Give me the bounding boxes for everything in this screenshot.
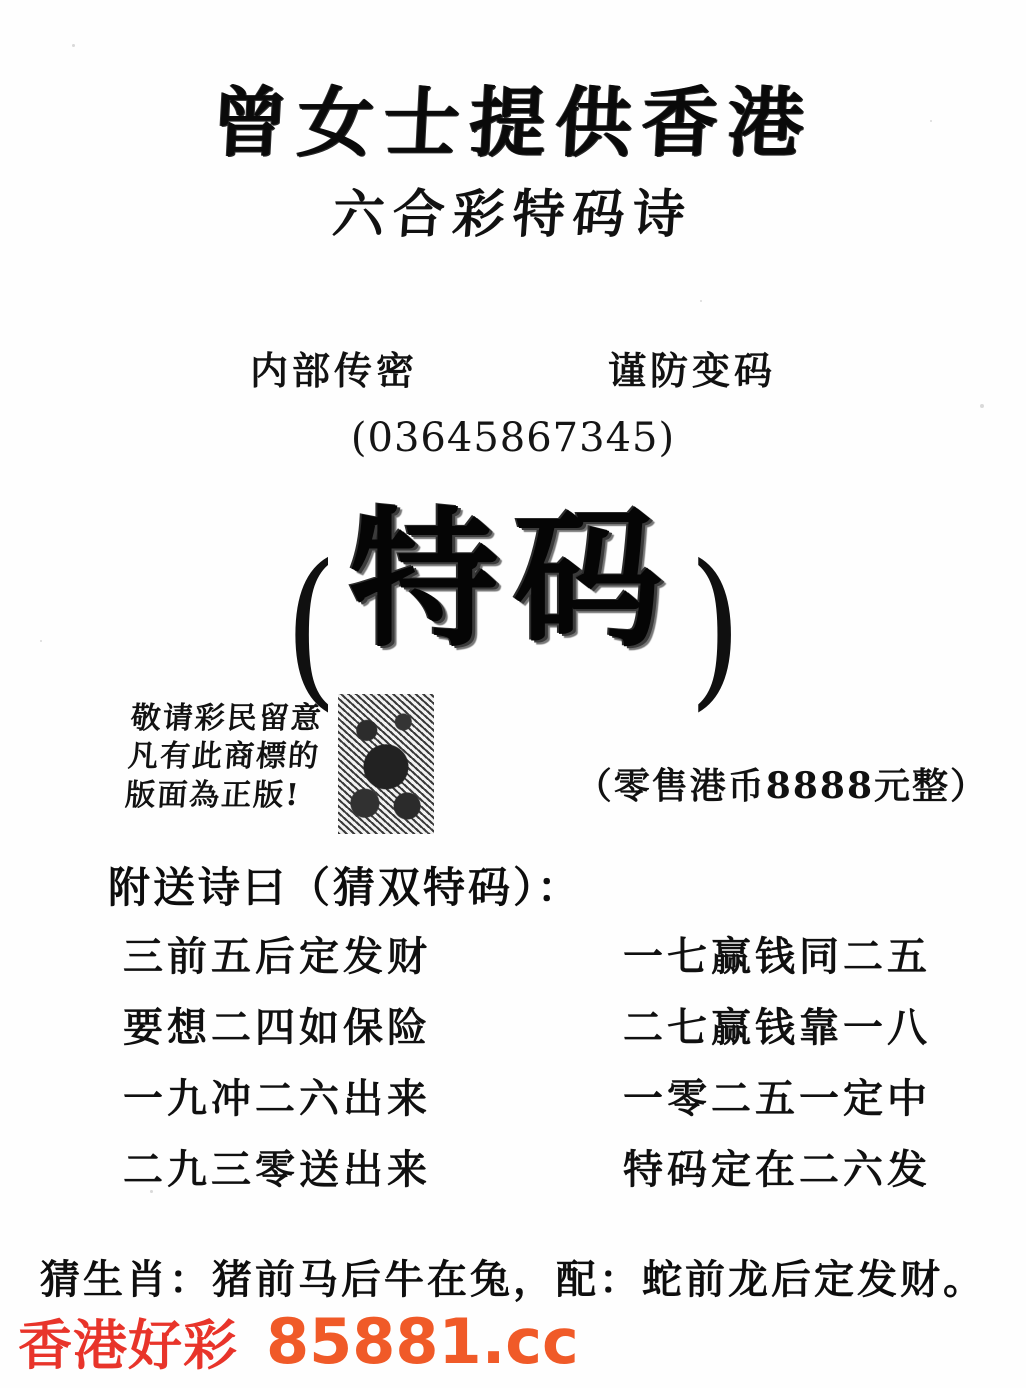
scan-speck xyxy=(700,300,702,302)
poem-line: 三前五后定发财 xyxy=(123,933,431,980)
price-label: （零售港币8888元整） xyxy=(575,765,988,807)
trademark-note-line: 敬请彩民留意 xyxy=(129,701,324,736)
trademark-note xyxy=(124,700,332,815)
poem-line: 一七赢钱同二五 xyxy=(623,933,931,980)
poem-row xyxy=(0,1138,1026,1195)
poem-row xyxy=(0,996,1026,1053)
scan-speck xyxy=(980,404,984,408)
poem-line: 二九三零送出来 xyxy=(123,1146,431,1193)
footer xyxy=(0,1303,1026,1380)
scan-speck xyxy=(72,44,75,47)
serial-number: (03645867345) xyxy=(350,415,676,461)
headline-text: 特码 xyxy=(348,492,677,668)
poem-line: 一九冲二六出来 xyxy=(123,1075,431,1122)
page-title: 曾女士提供香港 xyxy=(209,78,817,167)
notice-row xyxy=(0,340,1026,395)
page-subtitle: 六合彩特码诗 xyxy=(330,184,695,245)
poem-line: 二七赢钱靠一八 xyxy=(623,1004,931,1051)
poem-line: 要想二四如保险 xyxy=(123,1004,431,1051)
notice-internal: 内部传密 xyxy=(249,348,418,393)
trademark-note-line: 凡有此商標的 xyxy=(126,739,322,775)
headline-left-paren: ( xyxy=(284,528,338,727)
zodiac-line: 猜生肖：猪前马后牛在兔，配：蛇前龙后定发财。 xyxy=(40,1256,986,1303)
trademark-note-line: 版面為正版! xyxy=(124,777,302,813)
footer-brand: 香港好彩 xyxy=(18,1314,238,1377)
poem-line: 特码定在二六发 xyxy=(623,1146,931,1193)
notice-warning: 谨防变码 xyxy=(608,348,777,393)
trademark-stamp-icon xyxy=(338,694,434,834)
poem-line: 一零二五一定中 xyxy=(623,1075,931,1122)
headline-right-paren: ) xyxy=(688,528,742,727)
poem-row xyxy=(0,1067,1026,1124)
poem-block xyxy=(0,925,1026,1209)
footer-site: 85881.cc xyxy=(266,1305,579,1378)
poem-row xyxy=(0,925,1026,982)
poem-heading: 附送诗曰（猜双特码）： xyxy=(108,863,583,912)
